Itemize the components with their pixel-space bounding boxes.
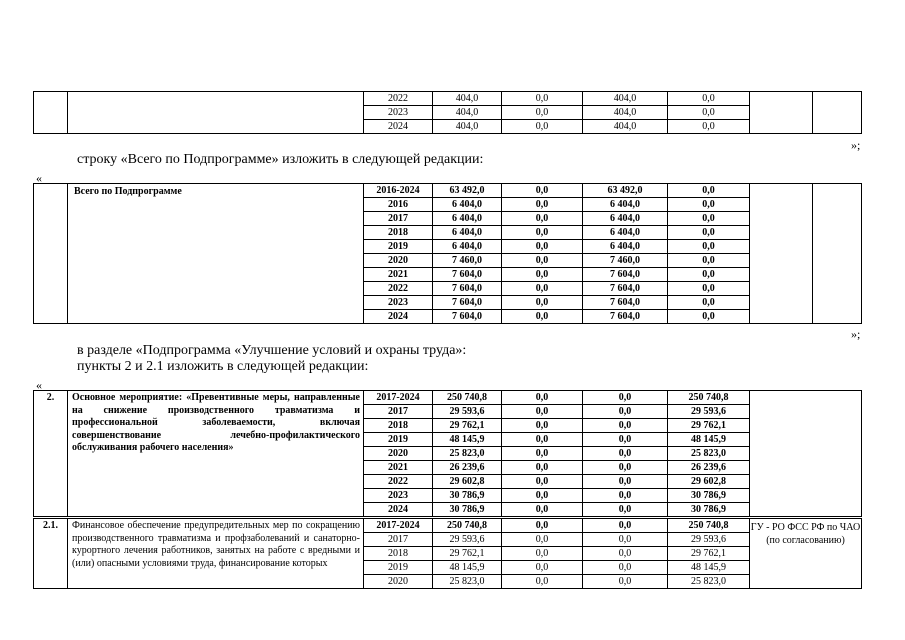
cell-value-4: 29 762,1	[668, 547, 750, 561]
cell-value-3: 0,0	[583, 503, 668, 517]
cell-value-1: 25 823,0	[433, 447, 502, 461]
cell-value-2: 0,0	[502, 503, 583, 517]
cell-year: 2023	[364, 489, 433, 503]
cell-value-4: 0,0	[668, 120, 750, 134]
cell-year: 2017-2024	[364, 519, 433, 533]
cell-value-4: 48 145,9	[668, 561, 750, 575]
cell-year: 2021	[364, 268, 433, 282]
cell-value-3: 0,0	[583, 419, 668, 433]
cell-value-4: 29 593,6	[668, 405, 750, 419]
cell-value-4: 0,0	[668, 106, 750, 120]
cell-value-1: 7 604,0	[433, 282, 502, 296]
table-main-measure	[33, 390, 862, 517]
cell-value-2: 0,0	[502, 489, 583, 503]
cell-value-1: 404,0	[433, 92, 502, 106]
cell-value-1: 25 823,0	[433, 575, 502, 589]
cell-value-2: 0,0	[502, 296, 583, 310]
cell-value-3: 0,0	[583, 461, 668, 475]
cell-year: 2019	[364, 240, 433, 254]
cell-value-3: 0,0	[583, 475, 668, 489]
cell-year: 2017	[364, 212, 433, 226]
open-quote: «	[36, 378, 42, 392]
table-row	[34, 519, 862, 533]
cell-year: 2020	[364, 575, 433, 589]
cell-value-1: 26 239,6	[433, 461, 502, 475]
cell-year: 2021	[364, 461, 433, 475]
cell-year: 2020	[364, 447, 433, 461]
cell-value-4: 0,0	[668, 282, 750, 296]
cell-year: 2022	[364, 282, 433, 296]
cell-value-4: 0,0	[668, 212, 750, 226]
close-quote: »;	[851, 327, 861, 341]
cell-value-2: 0,0	[502, 519, 583, 533]
cell-value-2: 0,0	[502, 212, 583, 226]
cell-value-1: 6 404,0	[433, 226, 502, 240]
cell-year: 2018	[364, 226, 433, 240]
paragraph-section-line-1: в разделе «Подпрограмма «Улучшение условий и охраны труда»:	[77, 343, 467, 358]
cell-value-2: 0,0	[502, 282, 583, 296]
cell-value-4: 250 740,8	[668, 391, 750, 405]
cell-value-2: 0,0	[502, 120, 583, 134]
cell-value-3: 7 604,0	[583, 268, 668, 282]
cell-value-2: 0,0	[502, 240, 583, 254]
cell-value-2: 0,0	[502, 461, 583, 475]
cell-value-1: 7 604,0	[433, 268, 502, 282]
cell-empty	[813, 184, 862, 324]
cell-number	[34, 92, 68, 134]
cell-value-3: 404,0	[583, 92, 668, 106]
cell-value-3: 0,0	[583, 489, 668, 503]
cell-value-1: 29 593,6	[433, 405, 502, 419]
cell-value-3: 0,0	[583, 447, 668, 461]
cell-value-4: 48 145,9	[668, 433, 750, 447]
cell-value-2: 0,0	[502, 254, 583, 268]
cell-value-1: 404,0	[433, 120, 502, 134]
cell-value-3: 7 604,0	[583, 310, 668, 324]
cell-executor	[750, 92, 813, 134]
cell-value-1: 7 604,0	[433, 310, 502, 324]
cell-value-1: 7 460,0	[433, 254, 502, 268]
open-quote: «	[36, 171, 42, 185]
cell-year: 2019	[364, 561, 433, 575]
cell-value-4: 0,0	[668, 92, 750, 106]
cell-value-3: 404,0	[583, 106, 668, 120]
cell-value-4: 0,0	[668, 296, 750, 310]
cell-year: 2022	[364, 475, 433, 489]
cell-year: 2017	[364, 533, 433, 547]
cell-value-2: 0,0	[502, 575, 583, 589]
cell-value-4: 0,0	[668, 240, 750, 254]
cell-value-2: 0,0	[502, 405, 583, 419]
cell-value-4: 0,0	[668, 254, 750, 268]
table-previous-rows	[33, 91, 862, 134]
cell-value-1: 250 740,8	[433, 519, 502, 533]
cell-number: 2.	[34, 391, 68, 517]
cell-year: 2023	[364, 296, 433, 310]
cell-value-1: 29 593,6	[433, 533, 502, 547]
cell-year: 2020	[364, 254, 433, 268]
paragraph-total-line: строку «Всего по Подпрограмме» изложить в следующей редакции:	[77, 152, 484, 167]
cell-value-3: 7 604,0	[583, 296, 668, 310]
cell-value-4: 25 823,0	[668, 575, 750, 589]
cell-value-4: 0,0	[668, 268, 750, 282]
cell-value-3: 6 404,0	[583, 212, 668, 226]
cell-year: 2023	[364, 106, 433, 120]
cell-name: Всего по Подпрограмме	[68, 184, 364, 324]
cell-value-4: 29 593,6	[668, 533, 750, 547]
cell-value-4: 29 602,8	[668, 475, 750, 489]
cell-value-4: 30 786,9	[668, 489, 750, 503]
cell-value-2: 0,0	[502, 198, 583, 212]
cell-value-3: 6 404,0	[583, 240, 668, 254]
cell-year: 2024	[364, 310, 433, 324]
table-subprogram-total	[33, 183, 862, 324]
cell-value-1: 63 492,0	[433, 184, 502, 198]
cell-value-4: 29 762,1	[668, 419, 750, 433]
cell-value-3: 0,0	[583, 547, 668, 561]
cell-value-1: 29 762,1	[433, 419, 502, 433]
table-item-2-1	[33, 518, 862, 589]
cell-year: 2024	[364, 503, 433, 517]
cell-year: 2024	[364, 120, 433, 134]
cell-value-3: 0,0	[583, 391, 668, 405]
cell-value-3: 63 492,0	[583, 184, 668, 198]
cell-value-1: 48 145,9	[433, 561, 502, 575]
cell-value-3: 7 460,0	[583, 254, 668, 268]
cell-year: 2017-2024	[364, 391, 433, 405]
cell-year: 2019	[364, 433, 433, 447]
table-row	[34, 391, 862, 405]
cell-value-2: 0,0	[502, 106, 583, 120]
cell-value-3: 6 404,0	[583, 226, 668, 240]
cell-value-1: 48 145,9	[433, 433, 502, 447]
table-row	[34, 184, 862, 198]
cell-value-1: 7 604,0	[433, 296, 502, 310]
cell-value-4: 26 239,6	[668, 461, 750, 475]
cell-year: 2018	[364, 547, 433, 561]
cell-value-2: 0,0	[502, 433, 583, 447]
cell-year: 2016-2024	[364, 184, 433, 198]
cell-value-1: 6 404,0	[433, 240, 502, 254]
cell-value-4: 0,0	[668, 198, 750, 212]
cell-value-4: 250 740,8	[668, 519, 750, 533]
cell-value-3: 6 404,0	[583, 198, 668, 212]
cell-value-2: 0,0	[502, 447, 583, 461]
cell-value-3: 0,0	[583, 561, 668, 575]
cell-value-2: 0,0	[502, 561, 583, 575]
cell-value-3: 404,0	[583, 120, 668, 134]
cell-value-4: 0,0	[668, 226, 750, 240]
cell-value-2: 0,0	[502, 533, 583, 547]
cell-value-2: 0,0	[502, 268, 583, 282]
cell-executor	[750, 391, 862, 517]
cell-value-2: 0,0	[502, 310, 583, 324]
cell-value-1: 30 786,9	[433, 489, 502, 503]
cell-value-2: 0,0	[502, 184, 583, 198]
table-row	[34, 92, 862, 106]
cell-value-2: 0,0	[502, 226, 583, 240]
cell-value-1: 29 762,1	[433, 547, 502, 561]
cell-year: 2018	[364, 419, 433, 433]
cell-value-2: 0,0	[502, 391, 583, 405]
cell-value-3: 0,0	[583, 575, 668, 589]
cell-value-1: 6 404,0	[433, 198, 502, 212]
cell-empty	[813, 92, 862, 134]
cell-year: 2022	[364, 92, 433, 106]
paragraph-section-line-2: пункты 2 и 2.1 изложить в следующей редакции:	[77, 359, 369, 374]
cell-value-1: 30 786,9	[433, 503, 502, 517]
cell-value-1: 250 740,8	[433, 391, 502, 405]
cell-value-1: 29 602,8	[433, 475, 502, 489]
cell-name	[68, 92, 364, 134]
cell-value-4: 0,0	[668, 310, 750, 324]
cell-executor	[750, 184, 813, 324]
cell-value-2: 0,0	[502, 547, 583, 561]
cell-value-1: 6 404,0	[433, 212, 502, 226]
cell-value-4: 25 823,0	[668, 447, 750, 461]
cell-name: Основное мероприятие: «Превентивные меры, направленные на снижение производственного травматизма и профессиональной заболеваемости, включая совершенствование лечебно-профилактического обслуживания рабочего населения»	[68, 391, 364, 517]
cell-name: Финансовое обеспечение предупредительных мер по сокращению производственного травматизма и профзаболеваний и санаторно-курортного лечения работников, занятых на работе с вредными и (или) опасными условиями труда, финансирование которых	[68, 519, 364, 589]
cell-number	[34, 184, 68, 324]
cell-year: 2017	[364, 405, 433, 419]
cell-executor: ГУ - РО ФСС РФ по ЧАО (по согласованию)	[750, 519, 862, 589]
cell-value-2: 0,0	[502, 475, 583, 489]
cell-value-3: 0,0	[583, 433, 668, 447]
cell-year: 2016	[364, 198, 433, 212]
cell-value-3: 0,0	[583, 533, 668, 547]
cell-value-3: 7 604,0	[583, 282, 668, 296]
cell-value-3: 0,0	[583, 405, 668, 419]
cell-value-4: 0,0	[668, 184, 750, 198]
cell-value-1: 404,0	[433, 106, 502, 120]
cell-value-4: 30 786,9	[668, 503, 750, 517]
cell-value-3: 0,0	[583, 519, 668, 533]
cell-value-2: 0,0	[502, 419, 583, 433]
cell-value-2: 0,0	[502, 92, 583, 106]
close-quote: »;	[851, 138, 861, 152]
cell-number: 2.1.	[34, 519, 68, 589]
